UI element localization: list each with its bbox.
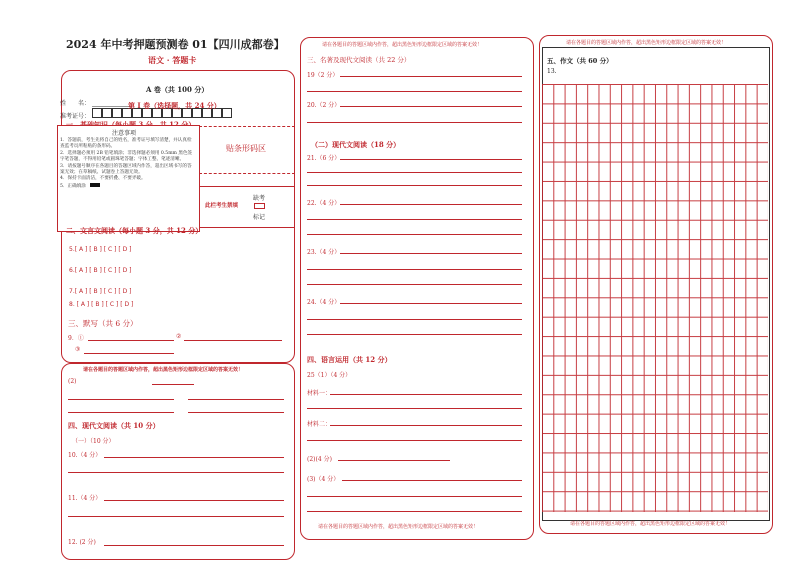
q20-label: 20.（2 分） (307, 102, 341, 109)
q9-line-2[interactable] (184, 340, 282, 341)
panel-c-section: 三、名著及现代文阅读（共 22 分） (307, 56, 411, 64)
mcq-7[interactable]: 7.[ A ] [ B ] [ C ] [ D ] (69, 288, 132, 295)
material-2-label: 材料二： (307, 421, 332, 428)
essay-section-title: 五、作文（共 60 分） (547, 57, 613, 65)
q9-label-2: ② (176, 333, 182, 340)
q25-3-label: (3)（4 分） (307, 476, 340, 483)
q20-line-1[interactable] (340, 106, 522, 107)
q19-line-1[interactable] (340, 76, 522, 77)
panel-a-title: A 卷（共 100 分） (146, 85, 209, 94)
q23-line-3[interactable] (307, 284, 522, 285)
absent-label: 此栏考生禁填 (205, 203, 239, 209)
q25-2-line[interactable] (338, 460, 450, 461)
panel-d-warning-bottom: 请在各题目的答题区域内作答，超出黑色矩形边框限定区域的答案无效！ (570, 521, 731, 527)
q19-line-2[interactable] (307, 91, 522, 92)
q-2-line-e[interactable] (188, 412, 284, 413)
panel-c-section4: 四、语言运用（共 12 分） (307, 355, 392, 364)
notice-item: 4．保持卡面清洁，不要折叠、不要弄破。 (60, 176, 146, 182)
q10-line-1[interactable] (104, 457, 284, 458)
absent-mark-label-2: 标记 (253, 214, 266, 221)
q-2-line-d[interactable] (68, 412, 174, 413)
panel-b-warning: 请在各题目的答题区域内作答，超出黑色矩形边框限定区域的答案无效！ (83, 367, 244, 373)
q24-label: 24.（4 分） (307, 299, 341, 306)
absent-checkbox[interactable] (254, 203, 265, 209)
filled-example-icon (90, 183, 100, 187)
name-label: 姓 名： (60, 100, 91, 107)
q12-line-1[interactable] (104, 545, 284, 546)
panel-b (61, 363, 295, 560)
q10-label: 10.（4 分） (68, 452, 102, 459)
mcq-5[interactable]: 5.[ A ] [ B ] [ C ] [ D ] (69, 246, 132, 253)
section3-heading: 三、默写（共 6 分） (68, 319, 138, 328)
name-line (92, 106, 132, 107)
section2-heading: 二、文言文阅读（每小题 3 分，共 12 分） (66, 226, 203, 235)
panel-b-section4: 四、现代文阅读（共 10 分） (68, 421, 160, 430)
page-title: 2024 年中考押题预测卷 01【四川成都卷】 (66, 38, 285, 51)
notice-item: 1．答题前，考生先将自己的姓名，准考证号填写清楚，并认真检查监考员所粘贴的条形码。 (60, 138, 192, 150)
q21-label: 21.（6 分） (307, 155, 341, 162)
part1-heading: 第 I 卷（选择题，共 24 分） (128, 101, 221, 110)
notice-title: 注意事项 (112, 130, 137, 137)
q19-label: 19（2 分） (307, 72, 339, 79)
panel-c-sub2: （二）现代文阅读（18 分） (311, 140, 401, 149)
q22-line-3[interactable] (307, 234, 522, 235)
notice-item: 5．正确填涂 (60, 183, 194, 190)
panel-c (300, 37, 534, 540)
q-2-line-c[interactable] (188, 399, 284, 400)
panel-c-warning-top: 请在各题目的答题区域内作答，超出黑色矩形边框限定区域的答案无效！ (322, 42, 483, 48)
q11-line-1[interactable] (104, 500, 284, 501)
panel-d-warning-top: 请在各题目的答题区域内作答，超出黑色矩形边框限定区域的答案无效！ (566, 40, 727, 46)
q25-3-line-1[interactable] (342, 480, 522, 481)
notice-items (60, 138, 194, 190)
q25-2-label: (2)(4 分) (307, 456, 332, 463)
exam-id-label: 准考证号： (60, 113, 91, 120)
q23-line-2[interactable] (307, 269, 522, 270)
notice-item: 3．请按题号顺序在各题目的答题区域内作答，超出区域书写的答案无效；在草稿纸、试题卷上答题无效。 (60, 163, 192, 176)
q24-line-3[interactable] (307, 334, 522, 335)
panel-b-sub1: （一）（10 分） (72, 438, 115, 445)
q22-label: 22.（4 分） (307, 200, 341, 207)
panel-c-warning-bottom: 请在各题目的答题区域内作答，超出黑色矩形边框限定区域的答案无效！ (318, 524, 479, 530)
q21-line-1[interactable] (340, 159, 522, 160)
q24-line-2[interactable] (307, 319, 522, 320)
notice-item: 2．选择题必须用 2B 铅笔填涂；非选择题必须用 0.5mm 黑色签字笔答题，不得用铅笔或圆珠笔答题；字体工整、笔迹清晰。 (60, 150, 193, 163)
material-2-line-2[interactable] (307, 440, 522, 441)
q23-label: 23.（4 分） (307, 249, 341, 256)
q11-line-2[interactable] (68, 516, 284, 517)
q12-label: 12. (2 分) (68, 539, 96, 546)
page-subtitle: 语文 · 答题卡 (148, 55, 197, 65)
barcode-label: 贴条形码区 (226, 144, 266, 153)
q22-line-2[interactable] (307, 219, 522, 220)
mcq-6[interactable]: 6.[ A ] [ B ] [ C ] [ D ] (69, 267, 132, 274)
material-1-label: 材料一： (307, 390, 332, 397)
q9-label: 9．① (68, 335, 84, 342)
q10-line-2[interactable] (68, 472, 284, 473)
q20-line-2[interactable] (307, 122, 522, 123)
material-1-line-2[interactable] (307, 408, 522, 409)
q-2-line-b[interactable] (68, 399, 174, 400)
q22-line-1[interactable] (340, 204, 522, 205)
q25-3-line-2[interactable] (307, 496, 522, 497)
q25-3-line-3[interactable] (307, 511, 522, 512)
q21-line-3[interactable] (307, 185, 522, 186)
q11-label: 11.（4 分） (68, 495, 102, 502)
q9-line-3[interactable] (84, 353, 174, 354)
q9-label-3: ③ (75, 346, 81, 353)
q9-line-1[interactable] (88, 340, 174, 341)
q24-line-1[interactable] (340, 303, 522, 304)
q-2-label: (2) (68, 378, 77, 385)
mcq-8[interactable]: 8. [ A ] [ B ] [ C ] [ D ] (69, 301, 134, 308)
q23-line-1[interactable] (340, 253, 522, 254)
material-1-line-1[interactable] (330, 394, 522, 395)
absent-mark-label: 缺考 (253, 195, 266, 202)
material-2-line-1[interactable] (330, 425, 522, 426)
q25-label: 25（1）（4 分） (307, 372, 352, 379)
essay-grid[interactable] (542, 84, 768, 512)
q-2-line-a[interactable] (152, 384, 194, 385)
q21-line-2[interactable] (307, 172, 522, 173)
q13-label: 13. (547, 68, 557, 75)
